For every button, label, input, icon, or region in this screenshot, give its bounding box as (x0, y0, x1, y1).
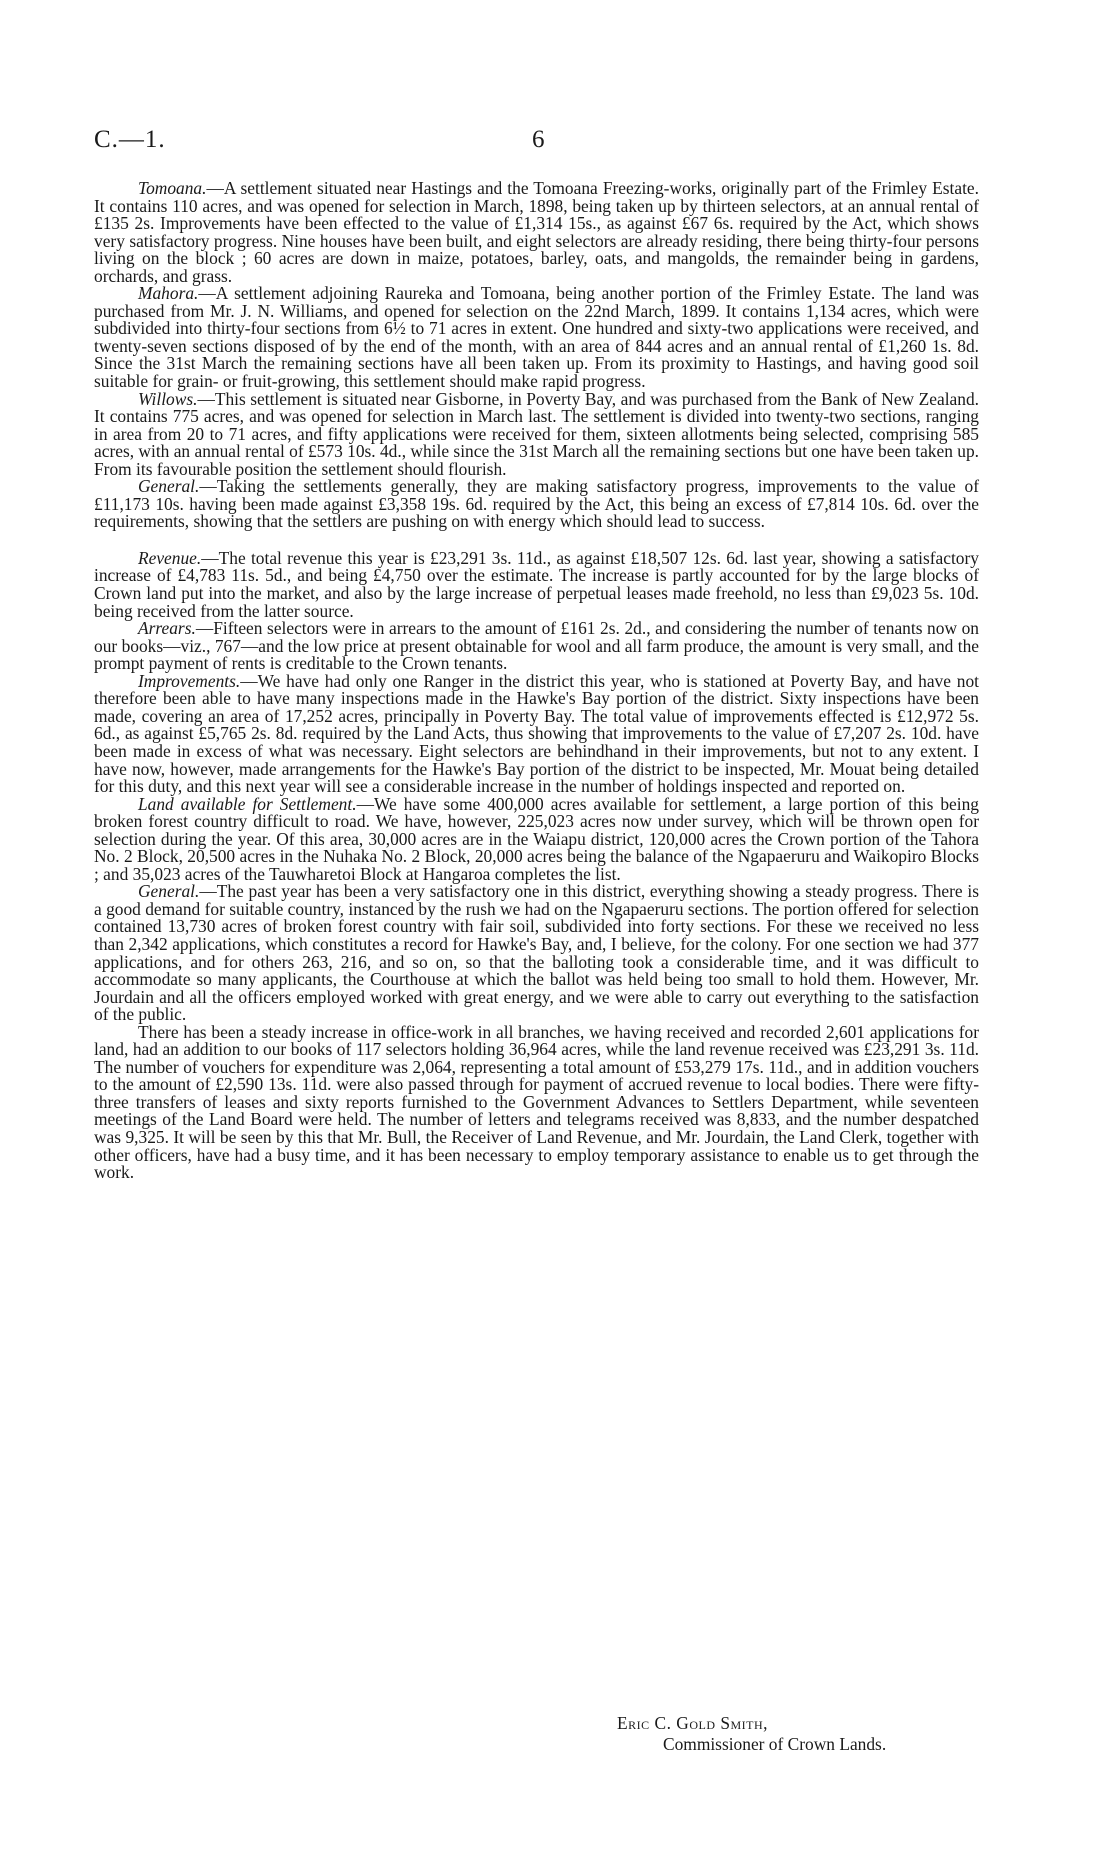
running-header (94, 126, 974, 156)
signatory-title: Commissioner of Crown Lands. (663, 1734, 887, 1754)
paragraph-text: —This settlement is situated near Gisborne, in Poverty Bay, and was purchased from the Bank of New Zealand. It contains 775 acres, and was opened for selection in March last. The settlement is divided into twenty-two sections, ranging in area from 20 to 71 acres, and fifty applications were received for them, sixteen allotments being selected, comprising 585 acres, with an annual rental of £573 10s. 4d., while since the 31st March all the remaining sections but one have been taken up. From its favourable position the settlement should flourish. (94, 388, 979, 479)
signatory-name: Eric C. Gold Smith, (617, 1713, 769, 1733)
paragraph-text: There has been a steady increase in office-work in all branches, we having received and recorded 2,601 applications for land, had an addition to our books of 117 selectors holding 36,964 acres, while the land revenue received was £23,291 3s. 11d. The number of vouchers for expenditure was 2,064, representing a total amount of £53,279 17s. 11d., and in addition vouchers to the amount of £2,590 13s. 11d. were also passed through for payment of accrued revenue to local bodies. There were fifty-three transfers of leases and sixty reports furnished to the Government Advances to Settlers Department, while seventeen meetings of the Land Board were held. The number of letters and telegrams received was 8,833, and the number despatched was 9,325. It will be seen by this that Mr. Bull, the Receiver of Land Revenue, and Mr. Jourdain, the Land Clerk, together with other officers, have had a busy time, and it has been necessary to employ temporary assistance to enable us to get through the work. (94, 1021, 979, 1183)
paragraph-text: —A settlement adjoining Raureka and Tomoana, being another portion of the Frimley Estate. The land was purchased from Mr. J. N. Williams, and opened for selection on the 22nd March, 1899. It contains 1,134 acres, which were subdivided into thirty-four sections from 6½ to 71 acres in extent. One hundred and sixty-two applications were received, and twenty-seven sections disposed of by the end of the month, with an area of 844 acres and an annual rental of £1,260 1s. 8d. Since the 31st March the remaining sections have all been taken up. From its proximity to Hastings, and having good soil suitable for grain- or fruit-growing, this settlement should make rapid progress. (94, 283, 979, 392)
paragraph-arrears (94, 620, 979, 673)
paragraph-text: —Fifteen selectors were in arrears to the amount of £161 2s. 2d., and considering the number of tenants now on our books—viz., 767—and the low price at present obtainable for wool and all farm produce, the amount is very small, and the prompt payment of rents is creditable to the Crown tenants. (94, 618, 979, 674)
paragraph-text: —We have some 400,000 acres available for settlement, a large portion of this being broken forest country difficult to road. We have, however, 225,023 acres now under survey, which will be thrown open for selection during the year. Of this area, 30,000 acres are in the Waiapu district, 120,000 acres the Crown portion of the Tahora No. 2 Block, 20,500 acres in the Nuhaka No. 2 Block, 20,000 acres being the balance of the Ngapaeruru and Waikopiro Blocks ; and 35,023 acres of the Tauwharetoi Block at Hangaroa completes the list. (94, 793, 979, 884)
paragraph-text: —A settlement situated near Hastings and the Tomoana Freezing-works, originally part of the Frimley Estate. It contains 110 acres, and was opened for selection in March, 1898, being taken up by thirteen selectors, at an annual rental of £135 2s. Improvements have been effected to the value of £1,314 15s., as against £67 6s. required by the Act, which shows very satisfactory progress. Nine houses have been built, and eight selectors are already residing, there being thirty-four persons living on the block ; 60 acres are down in maize, potatoes, barley, oats, and mangolds, the remainder being in gardens, orchards, and grass. (94, 178, 979, 286)
paragraph-revenue (94, 547, 979, 621)
paragraph-heading: General. (138, 476, 200, 497)
paragraph-text: —The past year has been a very satisfactory one in this district, everything showing a steady progress. There is a good demand for suitable country, instanced by the rush we had on the Ngapaeruru sections. The portion offered for selection contained 13,730 acres of broken forest country with fair soil, subdivided into forty sections. For these we received no less than 2,342 applications, which constitutes a record for Hawke's Bay, and, I believe, for the colony. For one section we had 377 applications, and for others 263, 216, and so on, so that the balloting took a considerable time, and it was difficult to accommodate so many applicants, the Courthouse at which the ballot was held being too small to hold them. However, Mr. Jourdain and all the officers employed worked with great energy, and we were able to carry out everything to the satisfaction of the public. (94, 881, 979, 1025)
paragraph-district-general (94, 883, 979, 1023)
paragraph-mahora (94, 285, 979, 390)
paragraph-heading: Land available for Settlement. (138, 793, 357, 814)
paragraph-heading: Tomoana. (138, 178, 207, 198)
paragraph-heading: Improvements. (138, 670, 241, 691)
paragraph-text: —The total revenue this year is £23,291 3s. 11d., as against £18,507 12s. 6d. last year, showing a satisfactory increase of £4,783 11s. 5d., and being £4,750 over the estimate. The increase is partly accounted for by the large blocks of Crown land put into the market, and also by the large increase of perpetual leases made freehold, no less than £9,023 5s. 10d. being received from the latter source. (94, 547, 979, 621)
signature-block (617, 1713, 886, 1755)
paragraph-text: —We have had only one Ranger in the district this year, who is stationed at Poverty Bay, and have not therefore been able to have many inspections made in the Hawke's Bay portion of the district. Sixty inspections have been made, covering an area of 17,252 acres, principally in Poverty Bay. The total value of improvements effected is £12,972 5s. 6d., as against £5,765 2s. 8d. required by the Land Acts, thus showing that improvements to the value of £7,207 2s. 10d. have been made in excess of what was necessary. Eight selectors are behindhand in their improvements, but not to any extent. I have now, however, made arrangements for the Hawke's Bay portion of the district to be inspected, Mr. Mouat being detailed for this duty, and this next year will see a considerable increase in the number of holdings inspected and reported on. (94, 670, 979, 797)
paragraph-office-work (94, 1021, 979, 1183)
paragraph-heading: Willows. (138, 388, 198, 409)
report-body (94, 180, 979, 1182)
paragraph-land-available (94, 793, 979, 884)
document-reference: C.—1. (94, 126, 166, 153)
paragraph-settlements-general (94, 478, 979, 531)
paragraph-willows (94, 388, 979, 479)
paragraph-tomoana (94, 180, 979, 285)
paragraph-heading: Mahora. (138, 283, 199, 304)
page-number: 6 (532, 126, 545, 153)
paragraph-heading: General. (138, 881, 200, 902)
paragraph-improvements (94, 670, 979, 797)
paragraph-text: —Taking the settlements generally, they are making satisfactory progress, improvements to the value of £11,173 10s. having been made against £3,358 19s. 6d. required by the Act, this being an excess of £7,814 10s. 6d. over the requirements, showing that the settlers are pushing on with energy which should lead to success. (94, 476, 979, 532)
paragraph-heading: Arrears. (138, 618, 196, 639)
paragraph-heading: Revenue. (138, 547, 202, 568)
